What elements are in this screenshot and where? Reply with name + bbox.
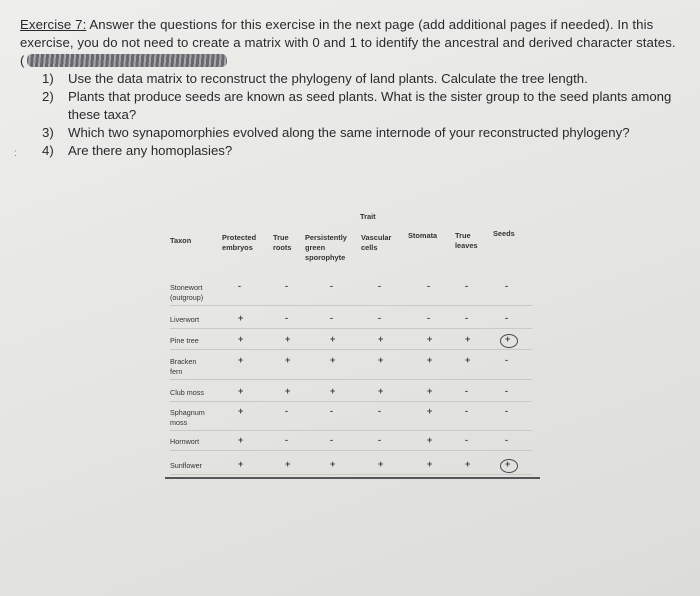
scribbled-out-text	[27, 54, 227, 67]
question-text: Are there any homoplasies?	[68, 143, 233, 158]
matrix-cell: +	[378, 355, 384, 365]
taxon-header: Taxon	[170, 236, 192, 245]
row-divider	[170, 379, 532, 380]
question-number: 4)	[42, 143, 54, 158]
matrix-cell: +	[505, 459, 511, 469]
matrix-cell: +	[285, 459, 291, 469]
matrix-cell: +	[238, 355, 244, 365]
row-divider	[170, 328, 532, 329]
exercise-intro	[20, 16, 680, 70]
matrix-cell: -	[465, 406, 468, 416]
column-header-1	[273, 233, 291, 253]
exercise-instructions: Answer the questions for this exercise in the next page (add additional pages if needed). In this exercise, you do not need to create a matrix with 0 and 1 to identify the ancestral and derived character states. (	[20, 17, 676, 68]
matrix-cell: +	[330, 355, 336, 365]
matrix-cell: -	[330, 435, 333, 445]
taxon-label-line: Bracken	[170, 357, 197, 366]
matrix-cell: +	[505, 334, 511, 344]
matrix-cell: +	[238, 386, 244, 396]
taxon-label	[170, 388, 204, 398]
matrix-cell: +	[427, 355, 433, 365]
matrix-cell: +	[330, 386, 336, 396]
column-header-0	[222, 233, 256, 253]
matrix-cell: -	[330, 281, 333, 291]
question-number: 1)	[42, 71, 54, 86]
matrix-cell: +	[427, 459, 433, 469]
row-divider	[170, 474, 532, 475]
matrix-cell: -	[330, 313, 333, 323]
matrix-cell: +	[330, 334, 336, 344]
taxon-label	[170, 336, 199, 346]
trait-title: Trait	[360, 212, 376, 221]
matrix-cell: -	[285, 313, 288, 323]
matrix-cell: -	[330, 406, 333, 416]
matrix-cell: -	[427, 313, 430, 323]
matrix-cell: -	[465, 386, 468, 396]
matrix-cell: -	[465, 435, 468, 445]
taxon-label-line: Pine tree	[170, 336, 199, 345]
row-divider	[170, 430, 532, 431]
matrix-cell: +	[427, 386, 433, 396]
column-header-line: Vascular	[361, 233, 392, 242]
matrix-cell: -	[285, 435, 288, 445]
taxon-label-line: (outgroup)	[170, 293, 204, 302]
matrix-cell: -	[238, 281, 241, 291]
matrix-cell: -	[505, 281, 508, 291]
taxon-label-line: fern	[170, 367, 183, 376]
column-header-line: cells	[361, 243, 378, 252]
taxon-label	[170, 461, 202, 471]
matrix-cell: +	[427, 406, 433, 416]
column-header-2	[305, 233, 347, 263]
column-header-line: Seeds	[493, 229, 515, 238]
handwritten-circle	[500, 459, 518, 473]
matrix-cell: +	[330, 459, 336, 469]
column-header-line: green	[305, 243, 326, 252]
question-4	[42, 142, 672, 160]
matrix-cell: +	[378, 334, 384, 344]
column-header-line: leaves	[455, 241, 478, 250]
question-1	[42, 70, 672, 88]
matrix-cell: +	[285, 386, 291, 396]
column-header-line: Persistently	[305, 233, 347, 242]
question-text: Plants that produce seeds are known as seed plants. What is the sister group to the seed plants among these taxa?	[68, 89, 672, 122]
matrix-cell: -	[378, 406, 381, 416]
matrix-cell: +	[285, 355, 291, 365]
stray-mark: :	[14, 148, 17, 159]
matrix-cell: -	[465, 281, 468, 291]
character-matrix	[165, 205, 540, 485]
row-divider	[170, 349, 532, 350]
matrix-cell: +	[465, 334, 471, 344]
taxon-label	[170, 437, 199, 447]
matrix-cell: -	[505, 355, 508, 365]
matrix-cell: -	[378, 313, 381, 323]
column-header-line: sporophyte	[305, 253, 346, 262]
matrix-cell: +	[238, 459, 244, 469]
taxon-label-line: moss	[170, 418, 188, 427]
question-list	[42, 70, 672, 160]
matrix-cell: +	[238, 334, 244, 344]
taxon-label-line: Sunflower	[170, 461, 202, 470]
column-header-line: True	[455, 231, 471, 240]
matrix-cell: -	[505, 406, 508, 416]
exercise-label: Exercise 7:	[20, 17, 87, 32]
matrix-cell: +	[378, 386, 384, 396]
taxon-label-line: Sphagnum	[170, 408, 205, 417]
matrix-cell: +	[238, 313, 244, 323]
matrix-cell: +	[427, 435, 433, 445]
question-number: 3)	[42, 125, 54, 140]
matrix-cell: -	[285, 406, 288, 416]
row-divider	[170, 450, 532, 451]
column-header-5	[455, 233, 478, 251]
column-header-line: embryos	[222, 243, 253, 252]
question-text: Which two synapomorphies evolved along the same internode of your reconstructed phylogeny?	[68, 125, 630, 140]
question-text: Use the data matrix to reconstruct the phylogeny of land plants. Calculate the tree length.	[68, 71, 588, 86]
taxon-label	[170, 315, 199, 325]
column-header-line: roots	[273, 243, 292, 252]
matrix-cell: +	[378, 459, 384, 469]
matrix-cell: +	[465, 355, 471, 365]
question-3	[42, 124, 672, 142]
matrix-cell: -	[378, 435, 381, 445]
column-header-4	[408, 233, 437, 241]
taxon-label-line: Club moss	[170, 388, 204, 397]
taxon-label-line: Stonewort	[170, 283, 203, 292]
taxon-label-line: Hornwort	[170, 437, 200, 446]
matrix-cell: +	[238, 435, 244, 445]
matrix-cell: -	[427, 281, 430, 291]
matrix-cell: +	[427, 334, 433, 344]
matrix-cell: -	[505, 313, 508, 323]
table-bottom-rule	[165, 477, 540, 479]
taxon-label	[170, 408, 205, 428]
matrix-cell: -	[505, 386, 508, 396]
matrix-cell: -	[465, 313, 468, 323]
matrix-cell: +	[465, 459, 471, 469]
row-divider	[170, 305, 532, 306]
matrix-cell: -	[505, 435, 508, 445]
matrix-cell: -	[285, 281, 288, 291]
column-header-line: True	[273, 233, 289, 242]
question-number: 2)	[42, 89, 54, 104]
column-header-6	[493, 229, 515, 239]
matrix-cell: +	[238, 406, 244, 416]
taxon-label	[170, 357, 196, 377]
taxon-label-line: Liverwort	[170, 315, 200, 324]
matrix-cell: +	[285, 334, 291, 344]
column-header-3	[361, 233, 391, 253]
taxon-label	[170, 283, 203, 303]
handwritten-circle	[500, 334, 518, 348]
column-header-line: Protected	[222, 233, 257, 242]
column-header-line: Stomata	[408, 231, 438, 240]
question-2	[42, 88, 672, 124]
row-divider	[170, 401, 532, 402]
matrix-cell: -	[378, 281, 381, 291]
